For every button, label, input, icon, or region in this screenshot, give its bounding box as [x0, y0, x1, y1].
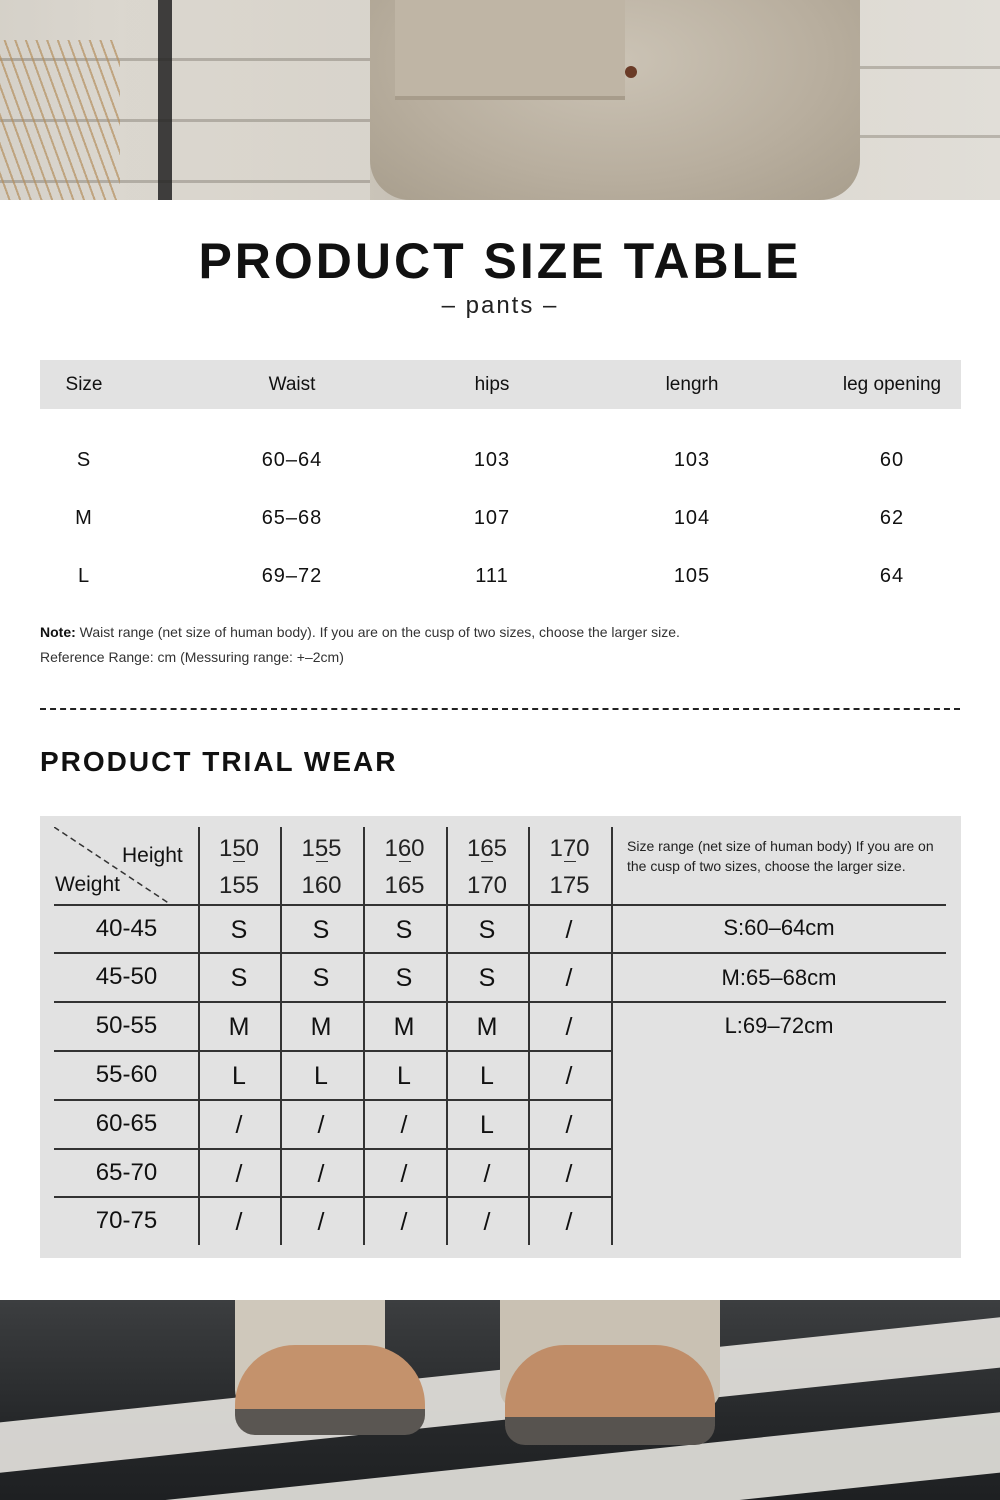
- size-cell: /: [565, 1111, 573, 1139]
- table-row: [40, 498, 961, 538]
- photo-pole: [158, 0, 172, 200]
- size-cell: /: [400, 1160, 408, 1188]
- cell-hips: 103: [473, 449, 511, 471]
- top-product-photo: [0, 0, 1000, 200]
- size-cell: /: [565, 964, 573, 992]
- height-range-dash: [316, 861, 328, 862]
- grid-horizontal-line: [54, 904, 611, 906]
- range-divider-line: [611, 952, 946, 954]
- height-header: [198, 834, 280, 901]
- photo-sleeve-cuff: [395, 0, 625, 100]
- size-cell: /: [235, 1160, 243, 1188]
- range-l: L:69–72cm: [724, 1013, 834, 1038]
- photo-dry-grass: [0, 40, 120, 200]
- size-cell: /: [400, 1111, 408, 1139]
- size-cell: M: [393, 1013, 415, 1041]
- height-axis-label: Height: [122, 844, 183, 867]
- size-cell: /: [317, 1208, 325, 1236]
- cell-leg-opening: 64: [879, 565, 905, 587]
- size-cell: L: [314, 1062, 328, 1090]
- page-title: PRODUCT SIZE TABLE: [198, 233, 802, 289]
- cell-length: 103: [673, 449, 711, 471]
- size-range-note: Size range (net size of human body) If you are on the cusp of two sizes, choose the larger size.: [627, 838, 934, 874]
- cell-size: L: [77, 565, 91, 587]
- range-divider-line: [611, 1001, 946, 1003]
- height-header: [363, 834, 446, 901]
- cell-size: S: [76, 449, 92, 471]
- weight-cell: 45-50: [95, 963, 158, 990]
- weight-axis-label: Weight: [55, 873, 120, 896]
- height-from: 170: [549, 835, 590, 862]
- header-waist: Waist: [268, 374, 316, 395]
- weight-cell: 60-65: [95, 1110, 158, 1137]
- size-cell: /: [483, 1208, 491, 1236]
- note-text: Waist range (net size of human body). If you are on the cusp of two sizes, choose the larger size.: [75, 624, 680, 640]
- height-from: 160: [384, 835, 425, 862]
- size-cell: /: [565, 1160, 573, 1188]
- size-table-header: [40, 360, 961, 409]
- size-cell: S: [478, 916, 496, 944]
- height-from: 155: [301, 835, 342, 862]
- range-divider-line: [611, 904, 946, 906]
- size-cell: /: [400, 1208, 408, 1236]
- height-to: 175: [549, 872, 590, 899]
- grid-horizontal-line: [54, 1099, 611, 1101]
- height-range-dash: [399, 861, 411, 862]
- size-note: [40, 624, 680, 640]
- size-cell: S: [230, 964, 248, 992]
- grid-horizontal-line: [54, 1050, 611, 1052]
- dashed-divider: [40, 708, 960, 710]
- size-cell: /: [565, 1013, 573, 1041]
- reference-range-note: Reference Range: cm (Messuring range: +–2cm): [40, 649, 344, 665]
- weight-cell: 70-75: [95, 1207, 158, 1234]
- height-range-dash: [564, 861, 576, 862]
- height-header: [528, 834, 611, 901]
- size-cell: S: [312, 964, 330, 992]
- height-to: 160: [301, 872, 342, 899]
- height-to: 170: [466, 872, 508, 899]
- height-to: 165: [384, 872, 425, 899]
- header-leg-opening: leg opening: [842, 374, 942, 395]
- table-row: [40, 440, 961, 480]
- size-cell: /: [483, 1160, 491, 1188]
- cell-size: M: [75, 507, 93, 529]
- weight-cell: 50-55: [95, 1012, 158, 1039]
- size-cell: /: [565, 1208, 573, 1236]
- cell-leg-opening: 60: [879, 449, 905, 471]
- height-from: 150: [218, 835, 260, 862]
- size-cell: L: [232, 1062, 246, 1090]
- height-range-dash: [233, 861, 245, 862]
- grid-horizontal-line: [54, 952, 611, 954]
- cell-length: 105: [673, 565, 711, 587]
- header-length: lengrh: [665, 374, 719, 395]
- size-cell: L: [480, 1111, 494, 1139]
- cell-waist: 60–64: [261, 449, 323, 471]
- size-cell: S: [230, 916, 248, 944]
- cell-leg-opening: 62: [879, 507, 905, 529]
- size-cell: S: [395, 916, 413, 944]
- cell-hips: 107: [473, 507, 511, 529]
- grid-horizontal-line: [54, 1196, 611, 1198]
- height-from: 165: [466, 835, 508, 862]
- height-header: [446, 834, 528, 901]
- size-cell: /: [317, 1160, 325, 1188]
- range-m: M:65–68cm: [721, 965, 837, 990]
- photo-button: [625, 66, 637, 78]
- range-s: S:60–64cm: [723, 915, 835, 940]
- cell-waist: 65–68: [261, 507, 323, 529]
- size-cell: M: [228, 1013, 250, 1041]
- header-hips: hips: [474, 374, 510, 395]
- note-label: Note:: [40, 624, 76, 640]
- size-cell: M: [476, 1013, 498, 1041]
- size-cell: M: [310, 1013, 332, 1041]
- header-size: Size: [65, 374, 103, 395]
- photo-shoe: [505, 1345, 715, 1445]
- photo-shoe: [235, 1345, 425, 1435]
- weight-cell: 40-45: [95, 915, 158, 942]
- size-cell: S: [395, 964, 413, 992]
- size-cell: L: [397, 1062, 411, 1090]
- size-cell: /: [317, 1111, 325, 1139]
- weight-cell: 55-60: [95, 1061, 158, 1088]
- height-header: [280, 834, 363, 901]
- size-cell: L: [480, 1062, 494, 1090]
- table-row: [40, 556, 961, 596]
- weight-cell: 65-70: [95, 1159, 158, 1186]
- cell-length: 104: [673, 507, 711, 529]
- trial-section-title: PRODUCT TRIAL WEAR: [40, 746, 398, 777]
- size-cell: /: [565, 916, 573, 944]
- cell-hips: 111: [475, 565, 509, 587]
- height-to: 155: [218, 872, 260, 899]
- size-cell: S: [478, 964, 496, 992]
- cell-waist: 69–72: [261, 565, 323, 587]
- size-cell: /: [235, 1208, 243, 1236]
- size-cell: /: [235, 1111, 243, 1139]
- bottom-product-photo: [0, 1300, 1000, 1500]
- size-cell: /: [565, 1062, 573, 1090]
- grid-horizontal-line: [54, 1148, 611, 1150]
- grid-horizontal-line: [54, 1001, 611, 1003]
- page-subtitle: – pants –: [441, 292, 559, 319]
- height-range-dash: [481, 861, 493, 862]
- size-cell: S: [312, 916, 330, 944]
